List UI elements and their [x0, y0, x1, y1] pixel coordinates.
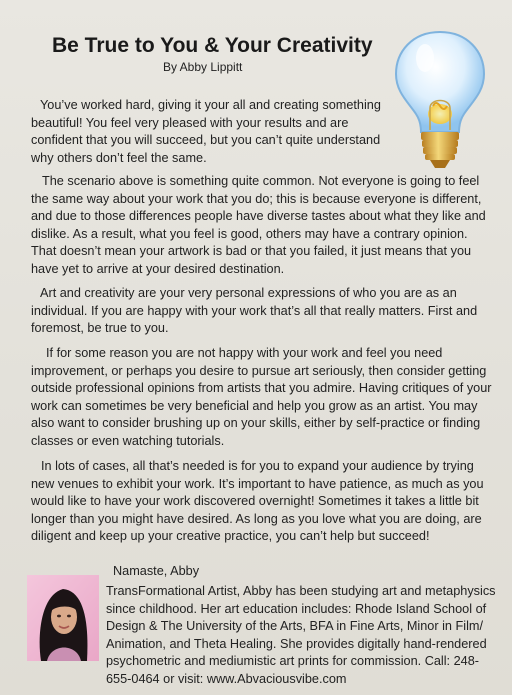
author-photo	[27, 575, 99, 661]
article-paragraph: The scenario above is something quite common. Not everyone is going to feel the same way about your work that you do; this is because everyone is different, and due to those differences people have diverse tastes about what they like and dislike. As a result, what you feel is good, others may have a contrary opinion. That doesn’t mean your artwork is bad or that you failed, it just means that you have yet to arrive at your desired destination.	[31, 174, 486, 276]
article-paragraph: Art and creativity are your very personal expressions of who you are as an individual. If you are happy with your work that’s all that really matters. First and foremost, be true to you.	[31, 286, 478, 336]
article-title: Be True to You & Your Creativity	[52, 34, 373, 57]
author-signoff: Namaste, Abby	[113, 564, 200, 578]
article-paragraph: If for some reason you are not happy with your work and feel you need improvement, or perhaps you desire to pursue art seriously, then consider getting outside professional opinions from artists that you admire. Having critiques of your work can sometimes be very beneficial and help you grow as an artist. You may also want to consider brushing up on your skills, either by self-practice or finding classes or even watching tutorials.	[31, 346, 492, 448]
article-paragraph: You’ve worked hard, giving it your all and creating something beautiful! You feel very pleased with your results and are confident that you will succeed, but you can’t quite understand why others don’t feel the same.	[31, 98, 381, 165]
author-bio: TransFormational Artist, Abby has been studying art and metaphysics since childhood. Her art education includes: Rhode Island School of Design & The University of the Arts, BFA in Fine Arts, Minor in Film/ Animation, and Theta Healing. She provides digitally hand-rendered psychometric and mediumistic art prints for commission. Call: 248-655-0464 or visit: www.Abvaciousvibe.com	[106, 584, 496, 686]
lightbulb-icon	[390, 28, 490, 178]
article-byline: By Abby Lippitt	[163, 60, 243, 74]
article-paragraph: In lots of cases, all that’s needed is for you to expand your audience by trying new venues to exhibit your work. It’s important to have patience, as much as you would like to have your work discovered overnight! Sometimes it takes a little bit longer than you might have desired. As long as you love what you are doing, are diligent and keep up your creative practice, you can’t help but succeed!	[31, 459, 484, 544]
